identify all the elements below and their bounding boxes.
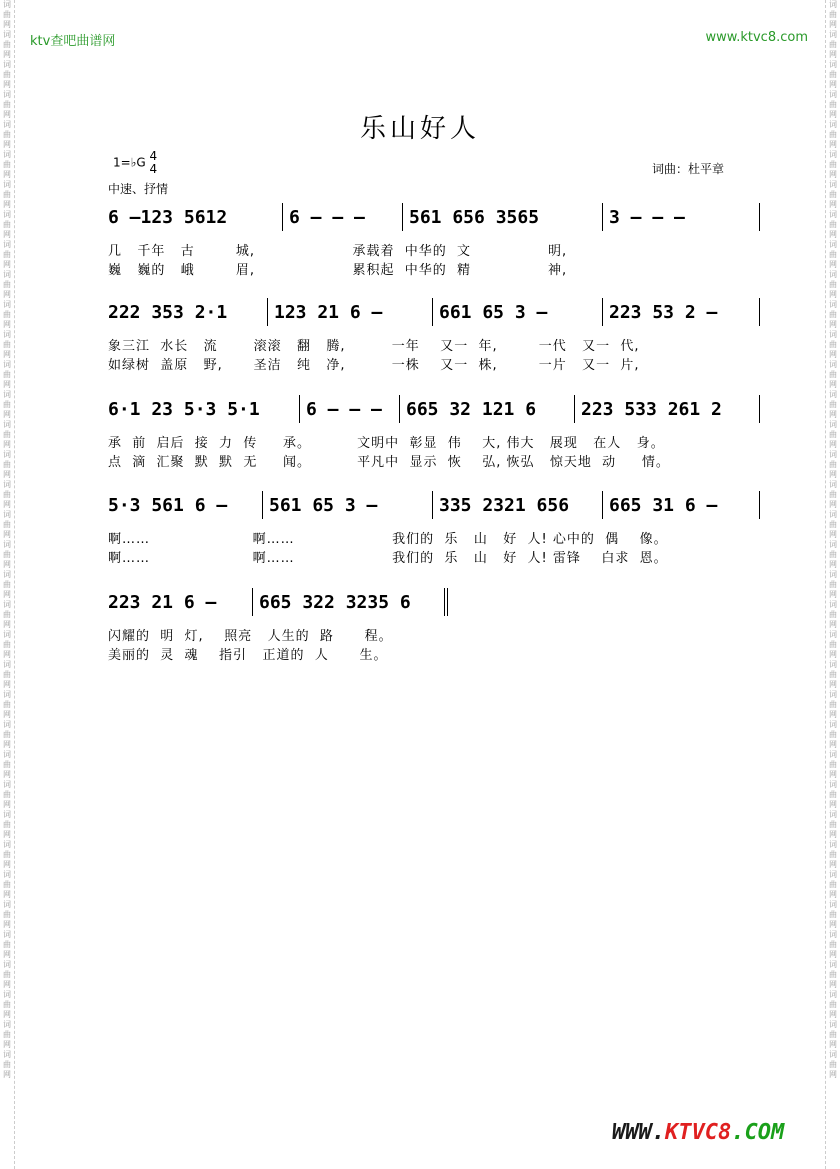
measure: 561 65 3 – (263, 491, 433, 519)
score-line-3 (108, 395, 760, 423)
score-line-1 (108, 203, 760, 231)
score-line-4 (108, 491, 760, 519)
author-credit: 词曲：杜平章 (652, 162, 725, 176)
measure: 123 21 6 – (268, 298, 433, 326)
lyrics-verse-1: 承 前 启后 接 力 传 承。 文明中 彰显 伟 大, 伟大 展现 在人 身。 (108, 436, 665, 451)
lyrics-verse-1: 啊…… 啊…… 我们的 乐 山 好 人! 心中的 偶 像。 (108, 532, 668, 547)
lyrics-verse-2: 如绿树 盖原 野, 圣洁 纯 净, 一株 又一 株, 一片 又一 片, (108, 358, 640, 373)
time-signature (150, 150, 158, 176)
key-prefix: 1= (113, 155, 131, 170)
measure: 223 53 2 – (603, 298, 760, 326)
time-top: 4 (149, 149, 158, 163)
measure: 5·3 561 6 – (108, 491, 263, 519)
key-signature (113, 150, 157, 176)
measure: 665 32 121 6 (400, 395, 575, 423)
lyrics-verse-1: 闪耀的 明 灯, 照亮 人生的 路 程。 (108, 629, 393, 644)
left-watermark-strip: 词曲网词曲网词曲网词曲网词曲网词曲网词曲网词曲网词曲网词曲网词曲网词曲网词曲网词曲网词曲网词曲网词曲网词曲网词曲网词曲网词曲网词曲网词曲网词曲网词曲网词曲网词曲网词曲网词曲网词曲网词曲网词曲网词曲网词曲网词曲网词曲网 (0, 0, 15, 1169)
measure: 661 65 3 – (433, 298, 603, 326)
song-title: 乐山好人 (359, 114, 480, 144)
measure: 6 – – – (300, 395, 400, 423)
measure: 223 533 261 2 (575, 395, 760, 423)
site-url-right[interactable]: www.ktvc8.com (705, 30, 808, 45)
lyrics-verse-2: 啊…… 啊…… 我们的 乐 山 好 人! 雷锋 白求 恩。 (108, 551, 668, 566)
measure: 222 353 2·1 (108, 298, 268, 326)
measure: 6 – – – (283, 203, 403, 231)
logo-www: WWW. (612, 1120, 665, 1145)
lyrics-verse-2: 点 滴 汇聚 默 默 无 闻。 平凡中 显示 恢 弘, 恢弘 惊天地 动 情。 (108, 455, 670, 470)
logo-com: .COM (731, 1120, 785, 1145)
time-bottom: 4 (149, 162, 158, 176)
key-flat: ♭G (130, 155, 146, 170)
measure: 3 – – – (603, 203, 760, 231)
measure: 223 21 6 – (108, 588, 253, 616)
lyrics-verse-1: 象三江 水长 流 滚滚 翻 腾, 一年 又一 年, 一代 又一 代, (108, 339, 640, 354)
score-line-2 (108, 298, 760, 326)
measure: 561 656 3565 (403, 203, 603, 231)
lyrics-verse-2: 美丽的 灵 魂 指引 正道的 人 生。 (108, 648, 388, 663)
measure: 6·1 23 5·3 5·1 (108, 395, 300, 423)
right-watermark-strip: 词曲网词曲网词曲网词曲网词曲网词曲网词曲网词曲网词曲网词曲网词曲网词曲网词曲网词曲网词曲网词曲网词曲网词曲网词曲网词曲网词曲网词曲网词曲网词曲网词曲网词曲网词曲网词曲网词曲网词曲网词曲网词曲网词曲网词曲网词曲网词曲网 (825, 0, 840, 1169)
site-logo[interactable] (612, 1120, 784, 1145)
lyrics-verse-1: 几 千年 古 城, 承载着 中华的 文 明, (108, 244, 568, 259)
measure: 335 2321 656 (433, 491, 603, 519)
site-name-left[interactable]: ktv查吧曲谱网 (30, 34, 116, 49)
score-line-5 (108, 588, 448, 616)
lyrics-verse-2: 巍 巍的 峨 眉, 累积起 中华的 精 神, (108, 263, 568, 278)
tempo-marking: 中速、抒情 (108, 182, 169, 196)
measure: 6 –123 5612 (108, 203, 283, 231)
measure: 665 322 3235 6 (253, 588, 448, 616)
logo-brand: KTVC8 (664, 1120, 732, 1145)
measure: 665 31 6 – (603, 491, 760, 519)
